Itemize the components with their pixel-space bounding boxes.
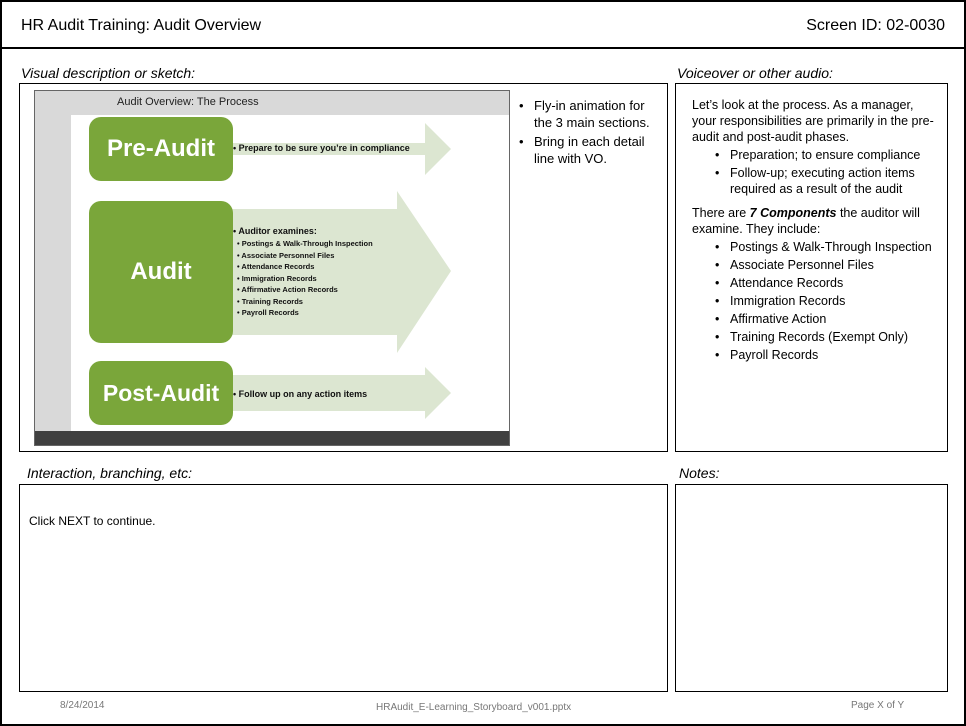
audit-bullet: • Auditor examines:: [233, 226, 317, 236]
post-audit-box: Post-Audit: [89, 361, 233, 425]
interaction-text: Click NEXT to continue.: [29, 514, 156, 528]
audit-item: • Postings & Walk-Through Inspection: [237, 239, 373, 248]
components-pre: There are: [692, 206, 750, 220]
slide-footer-bar: [35, 431, 509, 446]
components-post: the auditor will examine. They include:: [692, 206, 920, 236]
voiceover-intro: Let’s look at the process. As a manager, your responsibilities are primarily in the pre-audit and post-audit phases.: [692, 98, 934, 144]
voiceover-label: Voiceover or other audio:: [677, 65, 833, 81]
visual-label: Visual description or sketch:: [21, 65, 196, 81]
phase-item: • Preparation; to ensure compliance: [712, 147, 934, 163]
audit-items: [237, 238, 373, 319]
component-item: • Associate Personnel Files: [712, 257, 934, 273]
audit-item: • Payroll Records: [237, 308, 299, 317]
phase-item: • Follow-up; executing action items required as a result of the audit: [712, 165, 934, 197]
slide-thumbnail: [34, 90, 510, 446]
components-intro: [692, 205, 934, 237]
components-emphasis: 7 Components: [749, 206, 837, 220]
header-divider: [2, 47, 964, 49]
component-item: • Payroll Records: [712, 347, 934, 363]
audit-item: • Associate Personnel Files: [237, 250, 335, 260]
slide-title: Audit Overview: The Process: [117, 96, 259, 108]
audit-item: • Training Records: [237, 296, 303, 306]
audit-item: • Immigration Records: [237, 273, 317, 283]
audit-item: • Affirmative Action Records: [237, 285, 338, 294]
component-item: • Immigration Records: [712, 293, 934, 309]
component-item: • Training Records (Exempt Only): [712, 329, 934, 345]
notes-box: [675, 484, 948, 692]
audit-item: • Attendance Records: [237, 262, 315, 271]
notes-label: Notes:: [679, 465, 720, 481]
visual-note: • Fly-in animation for the 3 main sections.: [516, 97, 662, 131]
component-item: • Attendance Records: [712, 275, 934, 291]
footer-date: 8/24/2014: [60, 700, 105, 711]
component-item: • Affirmative Action: [712, 311, 934, 327]
visual-notes-list: [516, 97, 662, 167]
page-title: HR Audit Training: Audit Overview: [21, 17, 262, 34]
post-audit-bullet: • Follow up on any action items: [233, 389, 368, 399]
component-item: • Postings & Walk-Through Inspection: [712, 239, 934, 255]
screen-id: Screen ID: 02-0030: [806, 17, 945, 34]
footer-page: Page X of Y: [851, 700, 905, 711]
footer-filename: HRAudit_E-Learning_Storyboard_v001.pptx: [376, 702, 572, 713]
pre-audit-box: Pre-Audit: [89, 117, 233, 181]
audit-box: Audit: [89, 201, 233, 343]
pre-audit-bullet: • Prepare to be sure you’re in compliance: [233, 143, 410, 153]
visual-note: • Bring in each detail line with VO.: [516, 133, 662, 167]
interaction-label: Interaction, branching, etc:: [27, 465, 192, 481]
components-list: [712, 239, 934, 363]
phase-list: [712, 147, 934, 197]
voiceover-content: [692, 97, 934, 363]
